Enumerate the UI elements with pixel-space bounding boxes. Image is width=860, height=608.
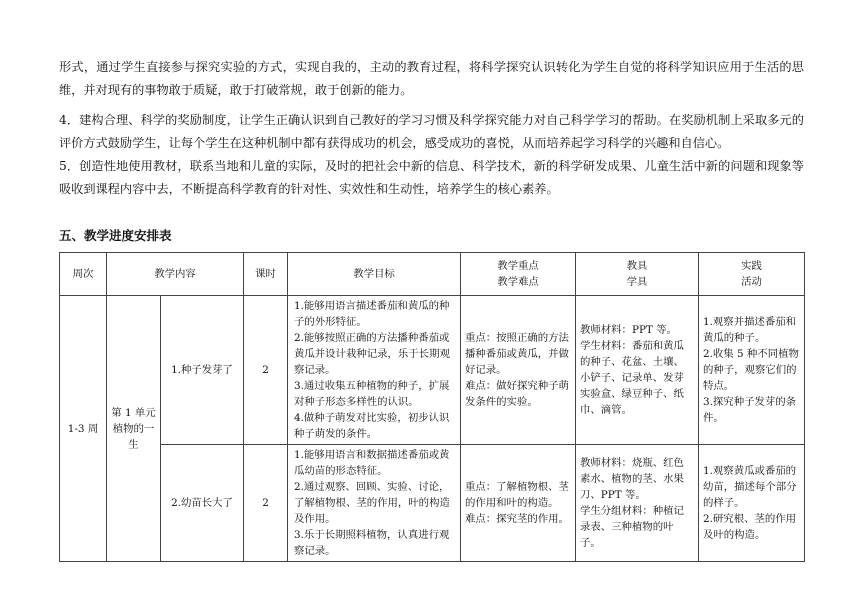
key-points-cell: 重点：了解植物根、茎的作用和叶的构造。 难点：探究茎的作用。	[461, 445, 576, 562]
key-points-cell: 重点：按照正确的方法播种番茄或黄瓜，并做好记录。 难点：做好探究种子萌发条件的实验。	[461, 296, 576, 445]
paragraph-continuation: 形式，通过学生直接参与探究实验的方式，实现自我的，主动的教育过程，将科学探究认识转化为学生自觉的将科学知识应用于生活的思维，并对现有的事物敢于质疑，敢于打破常规，敢于创新的能力。	[59, 60, 804, 97]
unit-cell: 第 1 单元 植物的一 生	[107, 296, 161, 562]
header-goals: 教学目标	[288, 253, 461, 296]
header-hours: 课时	[244, 253, 288, 296]
header-key-points: 教学重点 教学难点	[461, 253, 576, 296]
activities-cell: 1.观察黄瓜或番茄的幼苗，描述每个部分的样子。 2.研究根、茎的作用及叶的构造。	[699, 445, 805, 562]
table-row	[60, 445, 805, 562]
header-week: 周次	[60, 253, 107, 296]
lesson-cell: 2.幼苗长大了	[161, 445, 244, 562]
activities-cell: 1.观察并描述番茄和黄瓜的种子。 2.收集 5 种不同植物的种子，观察它们的特点。 3.探究种子发芽的条件。	[699, 296, 805, 445]
table-row	[60, 296, 805, 445]
tools-cell: 教师材料：烧瓶、红色素水、植物的茎、水果刀、PPT 等。 学生分组材料：种植记录表、三种植物的叶子。	[576, 445, 699, 562]
goals-cell: 1.能够用语言描述番茄和黄瓜的种子的外形特征。 2.能够按照正确的方法播种番茄或黄瓜并设计栽种记录，乐于长期观察记录。 3.通过收集五种植物的种子，扩展对种子形态多样性的认识。 4.做种子萌发对比实验，初步认识种子萌发的条件。	[288, 296, 461, 445]
section-title: 五、教学进度安排表	[59, 228, 172, 243]
paragraph-item-4: 4．建构合理、科学的奖励制度，让学生正确认识到自己教好的学习习惯及科学探究能力对自己科学学习的帮助。在奖励机制上采取多元的评价方式鼓励学生，让每个学生在这种机制中都有获得成功的机会，感受成功的喜悦，从而培养起学习科学的兴趣和自信心。	[59, 113, 804, 150]
teaching-schedule-table	[59, 252, 805, 562]
hours-cell: 2	[244, 445, 288, 562]
paragraph-item-5: 5．创造性地使用教材，联系当地和儿童的实际，及时的把社会中新的信息、科学技术，新的科学研发成果、儿童生活中新的问题和现象等吸收到课程内容中去，不断提高科学教育的针对性、实效性和生动性，培养学生的核心素养。	[59, 159, 804, 196]
tools-cell: 教师材料：PPT 等。 学生材料：番茄和黄瓜的种子、花盆、土壤、小铲子、记录单、发芽实验盒、绿豆种子、纸巾、滴管。	[576, 296, 699, 445]
lesson-cell: 1.种子发芽了	[161, 296, 244, 445]
header-content: 教学内容	[107, 253, 244, 296]
table-header-row	[60, 253, 805, 296]
header-activities: 实践 活动	[699, 253, 805, 296]
header-tools: 教具 学具	[576, 253, 699, 296]
goals-cell: 1.能够用语言和数据描述番茄或黄瓜幼苗的形态特征。 2.通过观察、回顾、实验、讨论，了解植物根、茎的作用，叶的构造及作用。 3.乐于长期照料植物，认真进行观察记录。	[288, 445, 461, 562]
hours-cell: 2	[244, 296, 288, 445]
week-cell: 1-3 周	[60, 296, 107, 562]
